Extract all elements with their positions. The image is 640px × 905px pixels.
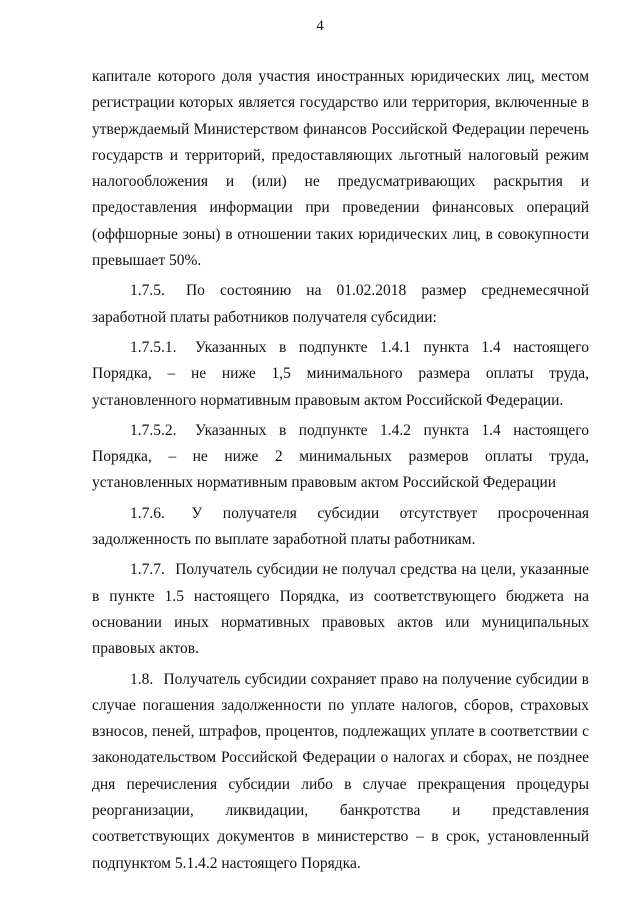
paragraph-text: Указанных в подпункте 1.4.1 пункта 1.4 настоящего Порядка, – не ниже 1,5 минимального размера оплаты труда, установленного нормативным правовым актом Российской Федерации.	[92, 338, 590, 409]
paragraph-text: У получателя субсидии отсутствует просроченная задолженность по выплате заработной платы работникам.	[92, 504, 590, 549]
paragraph-text: Указанных в подпункте 1.4.2 пункта 1.4 настоящего Порядка, – не ниже 2 минимальных размеров оплаты труда, установленных нормативным правовым актом Российской Федерации	[92, 421, 590, 492]
document-body	[92, 64, 589, 881]
paragraph-text: Получатель субсидии сохраняет право на получение субсидии в случае погашения задолженности по уплате налогов, сборов, страховых взносов, пеней, штрафов, процентов, подлежащих уплате в соответствии с законодательством Российской Федерации о налогах и сборах, не позднее дня перечисления субсидии либо в случае прекращения процедуры реорганизации, ликвидации, банкротства и представления соответствующих документов в министерство – в срок, установленный подпунктом 5.1.4.2 настоящего Порядка.	[92, 670, 589, 872]
paragraph-1-7-5	[92, 278, 589, 331]
paragraph-number: 1.7.5.	[130, 282, 165, 300]
paragraph-number: 1.7.6.	[130, 504, 165, 522]
page-number: 4	[316, 18, 324, 34]
paragraph-1-8	[92, 667, 589, 877]
paragraph-continuation	[92, 64, 589, 274]
paragraph-text: Получатель субсидии не получал средства на цели, указанные в пункте 1.5 настоящего Порядка, из соответствующего бюджета на основании иных нормативных правовых актов или муниципальных правовых актов.	[92, 561, 589, 658]
paragraph-number: 1.7.5.2.	[130, 421, 177, 439]
paragraph-number: 1.8.	[130, 670, 154, 688]
paragraph-1-7-6	[92, 501, 589, 554]
paragraph-1-7-7	[92, 557, 589, 662]
paragraph-number: 1.7.7.	[130, 561, 165, 579]
paragraph-text: По состоянию на 01.02.2018 размер среднемесячной заработной платы работников получателя субсидии:	[92, 282, 589, 326]
paragraph-1-7-5-1	[92, 335, 589, 414]
paragraph-1-7-5-2	[92, 418, 589, 497]
paragraph-text: капитале которого доля участия иностранных юридических лиц, местом регистрации которых является государство или территория, включенные в утверждаемый Министерством финансов Российской Федерации перечень государств и территорий, предоставляющих льготный налоговый режим налогообложения и (или) не предусматривающих раскрытия и предоставления информации при проведении финансовых операций (оффшорные зоны) в отношении таких юридических лиц, в совокупности превышает 50%.	[92, 68, 589, 270]
paragraph-number: 1.7.5.1.	[130, 338, 177, 356]
